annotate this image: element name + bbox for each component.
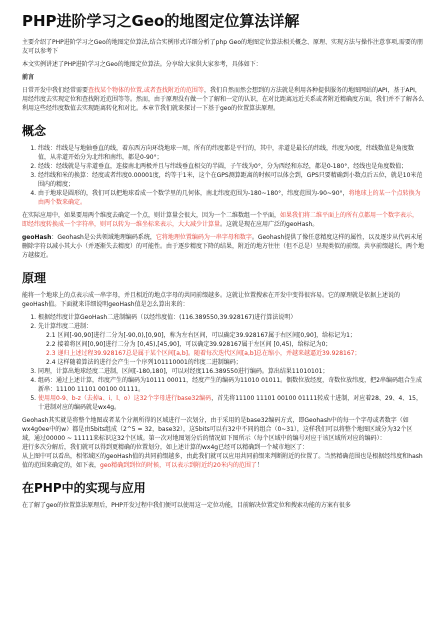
substep-2-3: 2.3 递归上述过程39.928167总是属于某个区间[a,b]。随着每次迭代区间[a,b]总在缩小，并越来越逼近39.928167； (46, 350, 361, 357)
substep-2-4: 2.4 这样随着算法的进行会产生一个序列101110001的纬度二进制编码； (46, 359, 242, 366)
note-highlight: 如果我们将二维平面上的所有点都用一个数字表示，即经纬度转换成一个字符串，则可以转为一维坐标来表示，大大减少计算量 (22, 212, 419, 228)
principle-step-5 (38, 394, 424, 412)
principle-step-3: 3. 同理，计算出地球经度二进制，区间[-180,180]，可以对经度116.389550进行编码。算出结果11010101； (38, 367, 424, 376)
summary-text-e: ！ (256, 462, 263, 469)
geohash-text-a: ：Geohash是公共领域地理编码系统， (51, 234, 156, 241)
page-title: PHP进阶学习之Geo的地图定位算法详解 (22, 12, 300, 30)
summary-text-c: 从上图中可以看出，相邻域区的geoHash值的共同前缀越多，由此我们就可以应用共同前缀来判断附近的位置了。当然精确范围也是根据经纬度和hash值的范围来确定的，如下表， (22, 453, 423, 469)
geohash-summary-paragraph (22, 416, 424, 470)
preface-highlight: 查找某个物体的位置,或者查找附近的范围等 (88, 87, 204, 94)
concept-item-3: 3. 经纬线和米的换算：经度或者纬度0.00001度，约等于1米，这个在GPS测算距离的时候可以体会到，GPS只要精确到小数点后五位，就是10米范围内的精度； (38, 171, 424, 189)
concept-item-1: 1. 纬线：纬线是与地轴垂直的线，着东西方向环绕地球一周，所有的纬度都是平行的，其中，赤道是最长的纬线，纬度为0度，纬线数值是角度数值，从赤道开始分为北纬和南纬，都是0-90°； (38, 144, 424, 162)
geohash-highlight: 它将地理位置编码为一串字母和数字 (155, 234, 252, 241)
geohash-label: geoHash (22, 234, 52, 241)
geohash-text-c: 。Geohash提供了像任意精度这样的属性，以及逐步从代码末尾删除字符以减小其大小（并逐渐失去精度）的可能性。由于逐步精度下降的结果，附近的地方往往（但不总是）呈现类似的前缀。共享前缀越长，两个地方越接近。 (22, 234, 425, 259)
intro-text: 主要介绍了PHP进阶学习之Geo的地图定位算法,结合实例形式详细分析了php Geo的地图定位算法相关概念、原理、实现方法与操作注意事项,需要的朋友可以参考下 (22, 39, 423, 55)
substep-2-1: 2.1 区间[-90,90]进行二分为[-90,0),[0,90]，称为左右区间，可以确定39.928167属于右区间[0,90]，给标记为1； (46, 332, 356, 339)
note-text-a: 在实际应用中，如果要用两个维度去确定一个点，则计算量会很大，因为一个二维数组一个平面， (22, 212, 281, 219)
principle-step-2 (38, 322, 424, 367)
preface-paragraph (22, 86, 424, 113)
substep-2-2: 2.2 接着将区间[0,90]进行二分为 [0,45),[45,90]，可以确定39.928167属于左区间 [0,45)，给标记为0； (46, 341, 332, 348)
concept-list (22, 144, 424, 207)
principle-step-4: 4. 组码：通过上述计算，纬度产生的编码为10111 00011，经度产生的编码为11010 01011。偶数位放经度，奇数位放纬度，把2串编码组合生成新串：11100 11101 00100 01111。 (38, 376, 424, 394)
principle-intro: 能将一个地球上的点表示成一串字母，并且相近的地点字母的共同前缀越多。这就让位置搜索在开发中变得很容易。它的原理就是依据上述说的geoHash值。下面就来详细说明geoHash值是怎么算出来的： (22, 292, 401, 308)
preface-label: 前言 (22, 74, 35, 81)
concept-item-4 (38, 189, 424, 207)
summary-text: 本文实例讲述了PHP进阶学习之Geo的地图定位算法。分享给大家供大家参考，具体如下： (22, 61, 262, 68)
principle-heading: 原理 (22, 271, 47, 285)
principle-step-5-highlight: 使用用0-9、b-z（去掉a、i、l、o）这32个字母进行base32编码 (38, 395, 212, 402)
geohash-definition (22, 233, 424, 260)
geohash-intro-paragraph (22, 211, 424, 229)
summary-text-b: 进行多次分解后，我们就可以得到更精确的位置划分，如上述计算的wx4g已经可以精确到一个城市地区了： (22, 444, 309, 451)
concept-item-2: 2. 经线：经线就是与赤道垂直，连接南北两极并且与纬线垂直相交的半圆，子午线为0°，分为西经和东经，都是0-180°，经线也是角度数值； (38, 162, 424, 171)
summary-highlight: geo精确到到位的时候，可以表示到附近约20米内的范围了 (100, 462, 257, 469)
preface-text-a: 日常开发中我们经常需要 (22, 87, 89, 94)
php-heading: 在PHP中的实现与应用 (22, 481, 146, 495)
concept-item-4-highlight: 将地球上的某一个点转换为由两个数来确定。 (38, 190, 421, 206)
principle-step-5-text: ，首先将11100 11101 00100 01111转成十进制，对应着28、29、4、15，十进制对应的编码就是wx4g。 (38, 395, 422, 411)
summary-text-a: Geohash其实就是将整个地图或者某个分割所得的区域进行一次划分，由于采用的是base32编码方式，即Geohash中的每一个字母或者数字（如wx4g0ee中的w）都是由5bits组成（2^5 = 32，base32），这5bits可以有32中不同的组合（0~31），这样我们可以将整个地图区域分为32个区域，通过00000 ~ 11111来标识这32个区域。第一次对地图划分后的情况如下图所示（每个区域中的编号对应于该区域所对应的编码）： (22, 417, 413, 442)
concept-heading: 概念 (22, 124, 47, 138)
principle-step-2-text: 先计算纬度二进制： (38, 323, 93, 330)
concept-item-4-text: 由于地球是圆形的，我们可以把地球看成一个数学里的几何体，南北纬度范围为-180~180°，纬度范围为-90~90°， (38, 190, 349, 197)
php-intro: 在了解了geo的位置算法原理后，PHP开发过程中我们便可以使用这一定位功能，目前解决位置定位和搜索功能的方案有很多 (22, 502, 351, 509)
principle-substeps (38, 331, 424, 367)
principle-step-1: 1. 根据经纬度计算GeoHash二进制编码（以经纬度值：(116.389550,39.928167)进行算法说明） (38, 313, 424, 322)
note-text-c: 。这就是现在应用广泛的geoHash。 (220, 221, 319, 228)
principle-steps (22, 313, 424, 412)
preface-text-c: ，我们自然而然会想到的方法就是利用各种提供服务的地图网站的API，基于API，用经纬度去实现定位和查找附近范围等等。然而，由于原理没有做一个了解和一定的认识，在对比距离远近关系或者附近精确度方面，我们并不了解各么利用这些经纬度数值去实现距离转化和对比。本章节我们就来探讨一下基于geo的位置算法原理。 (22, 87, 425, 112)
